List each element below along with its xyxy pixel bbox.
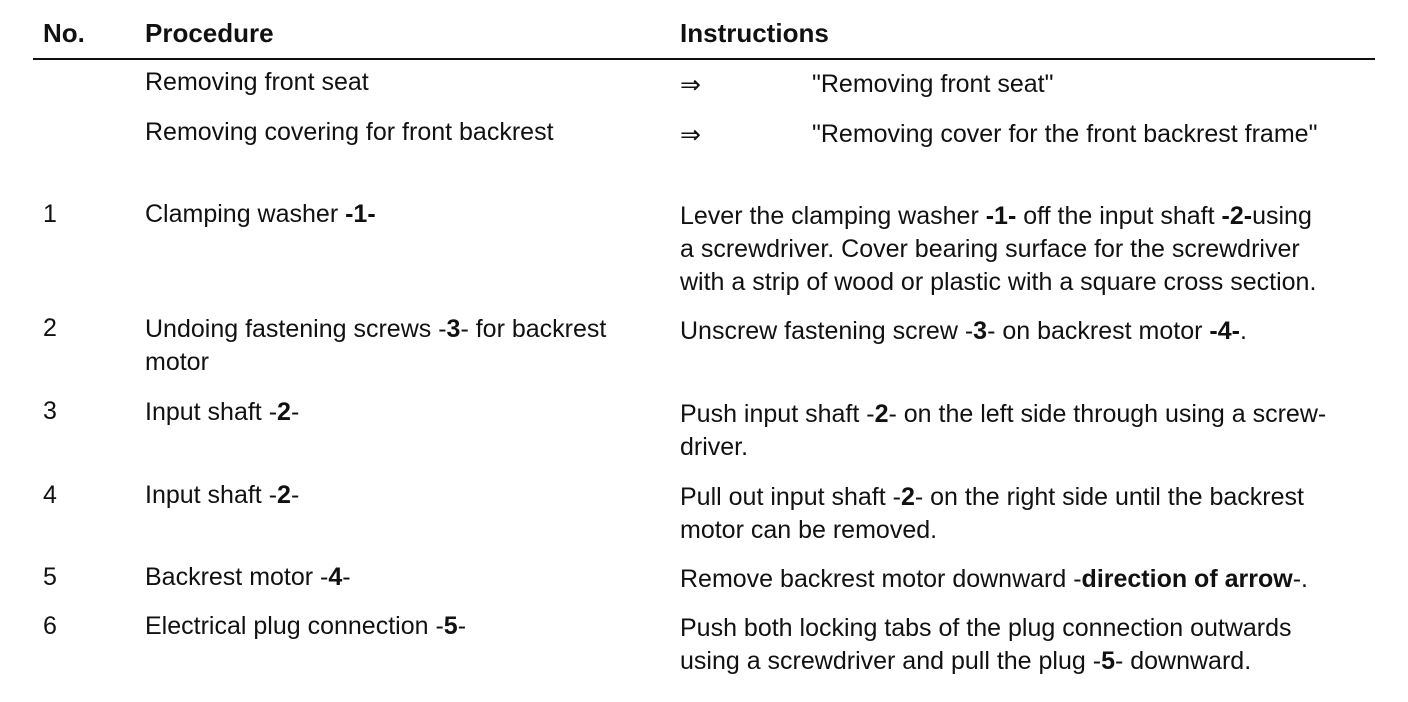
step-procedure: Clamping washer -1- [145, 200, 376, 228]
step-instructions-line: a screwdriver. Cover bearing surface for the screwdriver [680, 235, 1300, 263]
header-procedure: Procedure [145, 18, 274, 48]
step-instructions-line: driver. [680, 433, 749, 461]
step-instructions: Push input shaft -2- on the left side through using a screw- [680, 400, 1327, 428]
header-rule [33, 58, 1375, 60]
prep-reference: "Removing front seat" [812, 70, 1054, 98]
step-number: 4 [43, 481, 57, 509]
step-number: 6 [43, 612, 57, 640]
header-instructions: Instructions [680, 18, 829, 48]
step-number: 2 [43, 314, 57, 342]
step-instructions-line: motor can be removed. [680, 516, 938, 544]
step-procedure: Input shaft -2- [145, 481, 300, 509]
prep-reference: "Removing cover for the front backrest frame" [812, 120, 1318, 148]
header-no: No. [43, 18, 85, 48]
step-instructions: Pull out input shaft -2- on the right side until the backrest [680, 483, 1304, 511]
step-instructions: Lever the clamping washer -1- off the input shaft -2-using [680, 202, 1312, 230]
prep-procedure: Removing covering for front backrest [145, 118, 554, 146]
step-procedure: Backrest motor -4- [145, 563, 351, 591]
step-procedure: Electrical plug connection -5- [145, 612, 467, 640]
step-instructions: Remove backrest motor downward -direction of arrow-. [680, 565, 1308, 593]
step-instructions-line: with a strip of wood or plastic with a square cross section. [680, 268, 1317, 296]
step-procedure: Input shaft -2- [145, 398, 300, 426]
step-procedure: Undoing fastening screws -3- for backrest [145, 315, 607, 343]
step-instructions: Push both locking tabs of the plug connection outwards [680, 614, 1292, 642]
step-number: 1 [43, 200, 57, 228]
arrow-icon: ⇒ [680, 121, 701, 149]
step-number: 5 [43, 563, 57, 591]
step-instructions: Unscrew fastening screw -3- on backrest motor -4-. [680, 317, 1247, 345]
step-instructions-line: using a screwdriver and pull the plug -5- downward. [680, 647, 1252, 675]
step-procedure-line: motor [145, 348, 209, 376]
step-number: 3 [43, 397, 57, 425]
arrow-icon: ⇒ [680, 71, 701, 99]
prep-procedure: Removing front seat [145, 68, 369, 96]
